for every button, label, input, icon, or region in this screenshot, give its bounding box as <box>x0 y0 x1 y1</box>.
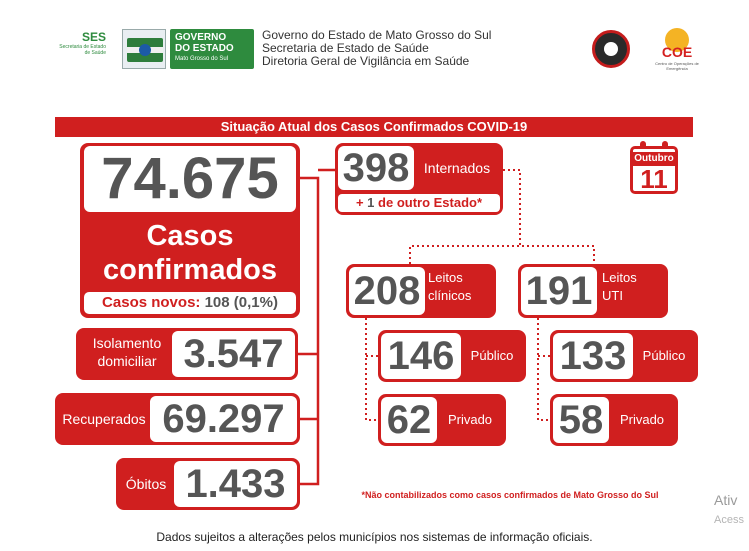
hospitalized-other-count: 1 <box>367 195 375 210</box>
clinical-private-label: Privado <box>447 412 493 427</box>
new-cases-label: Casos novos: <box>102 294 201 311</box>
icu-public-value: 133 <box>553 333 633 379</box>
recovered-label: Recuperados <box>62 411 146 427</box>
icu-beds-label-line1: Leitos <box>602 270 637 285</box>
icu-beds-label-line2: UTI <box>602 288 623 303</box>
home-isolation-value: 3.547 <box>172 331 295 377</box>
header-line-3: Diretoria Geral de Vigilância em Saúde <box>262 54 470 68</box>
coe-logo <box>655 28 699 70</box>
government-logo <box>170 29 254 69</box>
header-line-2: Secretaria de Estado de Saúde <box>262 41 429 55</box>
total-cases-value: 74.675 <box>84 146 296 212</box>
icu-public-label: Público <box>642 348 686 363</box>
clinical-beds-label <box>428 269 494 305</box>
gov-logo-line2: DO ESTADO <box>175 43 234 54</box>
activation-watermark-line2: Acess <box>714 514 744 526</box>
home-isolation-label <box>82 334 172 370</box>
ses-logo-text: SES <box>81 30 106 44</box>
page-title: Situação Atual dos Casos Confirmados COVID-19 <box>55 117 693 137</box>
clinical-public-value: 146 <box>381 333 461 379</box>
coe-logo-text: COE <box>661 44 693 60</box>
recovered-value: 69.297 <box>150 396 297 442</box>
gov-logo-line1: GOVERNO <box>175 32 227 43</box>
total-cases-label-line2: confirmados <box>102 254 278 286</box>
clinical-beds-value: 208 <box>349 267 425 315</box>
footer-disclaimer: Dados sujeitos a alterações pelos municípios nos sistemas de informação oficiais. <box>156 530 593 544</box>
hospitalized-label: Internados <box>423 160 491 176</box>
header-text <box>262 29 491 68</box>
total-cases-label-line1: Casos <box>146 220 234 252</box>
hospitalized-other-prefix: + <box>355 195 364 210</box>
coe-logo-sub: Centro de Operações de Emergência <box>655 61 699 71</box>
hospitalized-value: 398 <box>338 146 414 190</box>
new-cases-value: 108 (0,1%) <box>204 294 278 311</box>
footnote: *Não contabilizados como casos confirmados de Mato Grosso do Sul <box>361 490 659 500</box>
home-isolation-label-line1: Isolamento <box>92 335 162 351</box>
clinical-beds-label-line2: clínicos <box>428 288 472 303</box>
ses-logo <box>58 30 106 66</box>
icu-private-value: 58 <box>553 397 609 443</box>
header-line-1: Governo do Estado de Mato Grosso do Sul <box>262 28 492 42</box>
clinical-private-value: 62 <box>381 397 437 443</box>
clinical-beds-label-line1: Leitos <box>428 270 463 285</box>
ses-logo-sub1: Secretaria de Estado <box>59 44 106 50</box>
home-isolation-label-line2: domiciliar <box>97 353 157 369</box>
icu-beds-value: 191 <box>521 267 597 315</box>
hospitalized-other-state <box>338 194 500 212</box>
state-flag-icon <box>122 29 166 69</box>
clinical-public-label: Público <box>470 348 514 363</box>
hospitalized-other-text: de outro Estado* <box>378 195 483 210</box>
new-cases <box>84 292 296 314</box>
deaths-label: Óbitos <box>125 476 167 492</box>
icu-private-label: Privado <box>619 412 665 427</box>
calendar-day: 11 <box>640 164 668 194</box>
calendar-month: Outubro <box>630 152 678 166</box>
icu-beds-label <box>602 269 664 305</box>
ses-logo-sub2: de Saúde <box>84 50 106 56</box>
health-seal-icon <box>592 30 630 68</box>
activation-watermark-line1: Ativ <box>714 492 738 508</box>
gov-logo-line3: Mato Grosso do Sul <box>175 56 229 62</box>
deaths-value: 1.433 <box>174 461 297 507</box>
